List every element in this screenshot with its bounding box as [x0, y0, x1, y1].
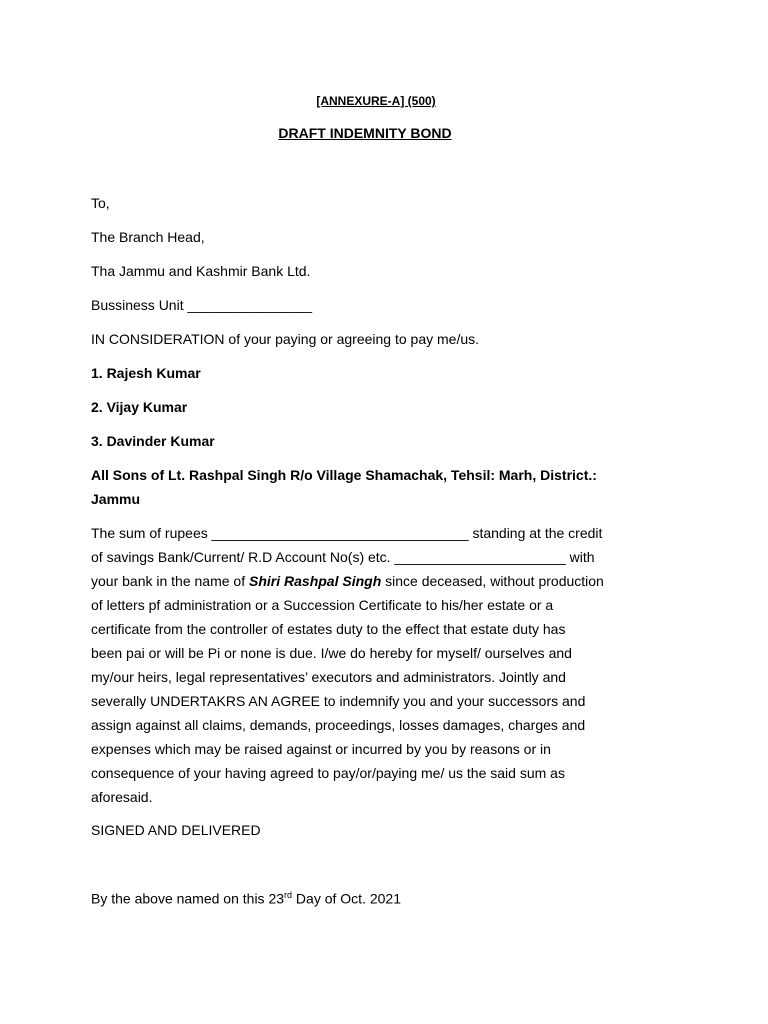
- body-line-5: certificate from the controller of estates duty to the effect that estate duty has: [91, 621, 566, 637]
- bank-name: Tha Jammu and Kashmir Bank Ltd.: [91, 263, 311, 279]
- signed-delivered: SIGNED AND DELIVERED: [91, 822, 261, 838]
- name-item-2: 2. Vijay Kumar: [91, 399, 188, 415]
- body-line-11: consequence of your having agreed to pay/or/paying me/ us the said sum as: [91, 765, 565, 781]
- body-line-1: The sum of rupees _________________________________ standing at the credit: [91, 525, 603, 541]
- date-suffix: rd: [284, 890, 293, 900]
- body-paragraph: [91, 521, 676, 809]
- deceased-name: Shiri Rashpal Singh: [249, 573, 382, 589]
- body-line-12: aforesaid.: [91, 789, 153, 805]
- body-line-3-pre: your bank in the name of: [91, 573, 249, 589]
- body-line-3-post: since deceased, without production: [381, 573, 604, 589]
- body-line-10: expenses which may be raised against or incurred by you by reasons or in: [91, 741, 551, 757]
- body-line-9: assign against all claims, demands, proceedings, losses damages, charges and: [91, 717, 586, 733]
- addressee: The Branch Head,: [91, 229, 205, 245]
- document-title: DRAFT INDEMNITY BOND: [278, 125, 452, 141]
- body-line-7: my/our heirs, legal representatives’ executors and administrators. Jointly and: [91, 669, 566, 685]
- name-item-1: 1. Rajesh Kumar: [91, 365, 201, 381]
- date-line-post: Day of Oct. 2021: [292, 890, 401, 907]
- sons-line-1: All Sons of Lt. Rashpal Singh R/o Village Shamachak, Tehsil: Marh, District.:: [91, 467, 597, 483]
- consideration-line: IN CONSIDERATION of your paying or agreeing to pay me/us.: [91, 331, 480, 347]
- body-line-3: [91, 569, 676, 593]
- body-line-4: of letters pf administration or a Succession Certificate to his/her estate or a: [91, 597, 554, 613]
- sons-line-2: Jammu: [91, 491, 141, 507]
- body-line-8: severally UNDERTAKRS AN AGREE to indemnify you and your successors and: [91, 693, 586, 709]
- business-unit: Bussiness Unit ________________: [91, 297, 313, 313]
- body-line-2: of savings Bank/Current/ R.D Account No(s) etc. ______________________ with: [91, 549, 595, 565]
- date-line-pre: By the above named on this 23: [91, 890, 285, 907]
- name-item-3: 3. Davinder Kumar: [91, 433, 215, 449]
- body-line-6: been pai or will be Pi or none is due. I/we do hereby for myself/ ourselves and: [91, 645, 572, 661]
- salutation: To,: [91, 195, 110, 211]
- annexure-label: [ANNEXURE-A] (500): [316, 94, 436, 108]
- date-line: [91, 890, 401, 907]
